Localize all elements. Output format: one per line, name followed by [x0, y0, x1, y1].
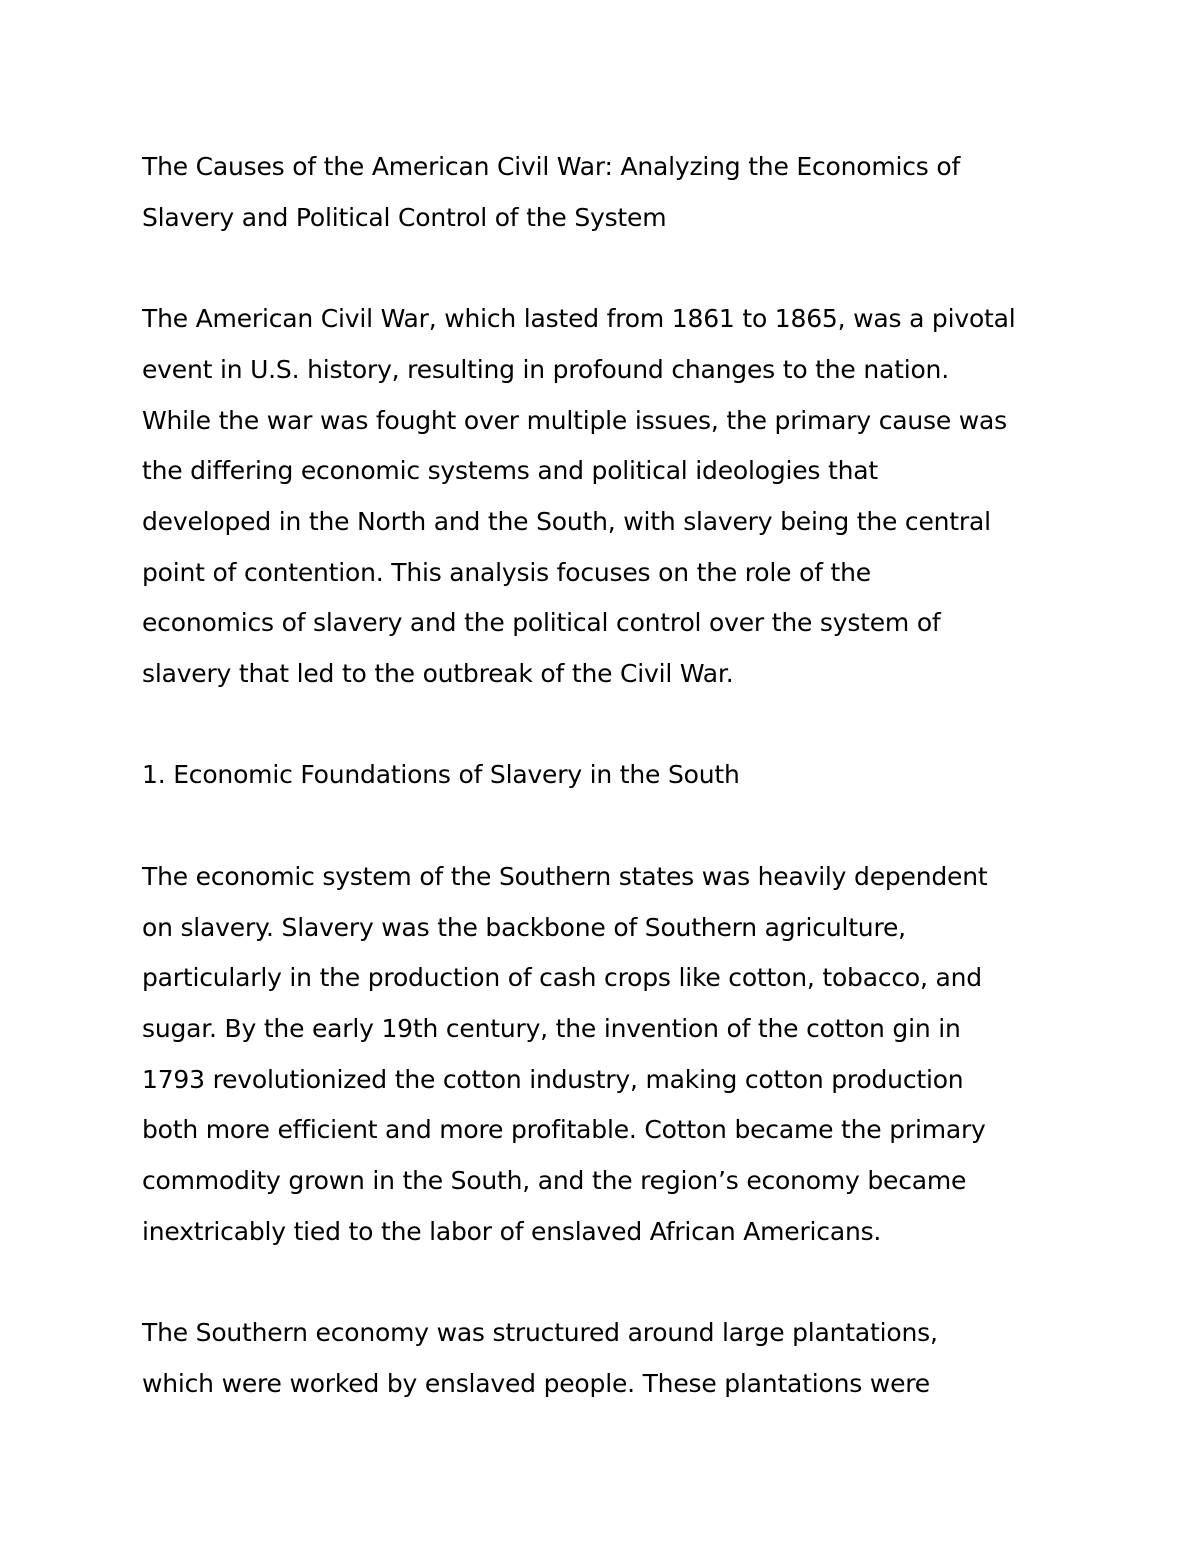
text-line: economics of slavery and the political control over the system of: [142, 608, 941, 638]
section-heading: [142, 750, 1072, 801]
text-line: The Southern economy was structured around large plantations,: [142, 1318, 938, 1348]
text-line: The economic system of the Southern states was heavily dependent: [142, 861, 988, 891]
title-line: Slavery and Political Control of the System: [142, 202, 667, 232]
text-line: both more efficient and more profitable. Cotton became the primary: [142, 1115, 986, 1145]
text-line: the differing economic systems and political ideologies that: [142, 456, 878, 486]
text-line: on slavery. Slavery was the backbone of Southern agriculture,: [142, 912, 906, 942]
intro-paragraph: [142, 294, 1072, 700]
text-line: sugar. By the early 19th century, the invention of the cotton gin in: [142, 1013, 961, 1043]
document-title: [142, 142, 1072, 243]
text-line: which were worked by enslaved people. These plantations were: [142, 1368, 930, 1398]
document-body: [142, 142, 1072, 1410]
text-line: The American Civil War, which lasted from 1861 to 1865, was a pivotal: [142, 304, 1016, 334]
text-line: developed in the North and the South, with slavery being the central: [142, 506, 991, 536]
text-line: 1793 revolutionized the cotton industry, making cotton production: [142, 1064, 964, 1094]
heading-line: 1. Economic Foundations of Slavery in the South: [142, 760, 740, 790]
paragraph-gap: [142, 1257, 1072, 1308]
section1-paragraph-2: [142, 1308, 1072, 1409]
text-line: While the war was fought over multiple issues, the primary cause was: [142, 405, 1007, 435]
text-line: commodity grown in the South, and the region’s economy became: [142, 1166, 967, 1196]
paragraph-gap: [142, 801, 1072, 852]
text-line: point of contention. This analysis focuses on the role of the: [142, 557, 871, 587]
text-line: particularly in the production of cash crops like cotton, tobacco, and: [142, 963, 982, 993]
title-line: The Causes of the American Civil War: Analyzing the Economics of: [142, 152, 961, 181]
section1-paragraph-1: [142, 852, 1072, 1258]
paragraph-gap: [142, 700, 1072, 751]
text-line: slavery that led to the outbreak of the Civil War.: [142, 659, 734, 689]
paragraph-gap: [142, 243, 1072, 294]
text-line: event in U.S. history, resulting in profound changes to the nation.: [142, 354, 949, 384]
text-line: inextricably tied to the labor of enslaved African Americans.: [142, 1216, 882, 1246]
